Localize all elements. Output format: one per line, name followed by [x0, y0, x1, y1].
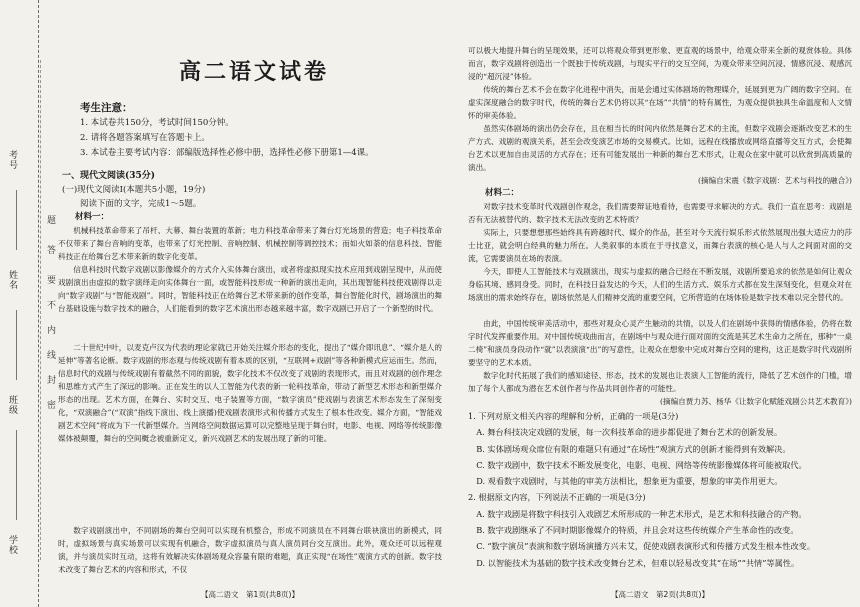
section-subheading: (一)现代文阅读Ⅰ(本题共5小题，19分): [62, 185, 206, 195]
question-option: D. 观看数字戏剧时，与其他的审美方法相比，想象更为重要，想象的审美作用更大。: [476, 476, 783, 487]
binding-label-name: 姓名: [7, 270, 17, 290]
seal-char: 要: [45, 275, 55, 284]
notice-item: 1. 本试卷共150分，考试时间150分钟。: [80, 118, 234, 128]
paragraph: 信息科技时代数字戏剧以影像媒介的方式介入实体舞台演出，或者将虚拟现实技术应用到戏剧呈现中，从而使戏剧演出由虚拟的数字演绎走向实体舞台一面，或智能科技形成一种新的演出走向，其出现智能科技使戏剧得以走向“数字戏剧”与“智能戏剧”。同时，智能科技正在给舞台艺术带来新的创作变革，舞台智能化时代，剧场演出的舞台基础设施与数字技术的融合，人们能看到的数字艺术演出形态越来越丰富，数字戏剧已开启了一个新型的时代。: [58, 265, 442, 314]
binding-label-exam-number: 考号: [7, 150, 17, 170]
source-citation: (摘编自宋震《数字戏剧：艺术与科技的融合》): [698, 176, 852, 185]
paragraph: 对数字技术变革时代戏剧创作观念，我们需要辩证地看待，也需要寻求解决的方式。我们一直在思考：戏剧是否有无法被替代的、数字技术无法改变的艺术特质？: [468, 202, 852, 225]
seal-char: 不: [45, 300, 55, 309]
paragraph: 虽然实体剧场的演出仍会存在，且在相当长的时间内依然是舞台艺术的主流，但数字戏剧会逐渐改变艺术的生产方式、戏剧的观演关系，甚至会改变演艺市场的交易模式。比如，远程在线播放或网络直播等交互方式，会使舞台艺术以更加自由灵活的方式存在；还有可能发展出一种新的舞台艺术形式，让观众在家中就可以欣赏到高质量的演出。: [468, 124, 852, 173]
seal-char: 题: [45, 215, 55, 224]
material-one-continued: [468, 44, 852, 571]
binding-line: [16, 310, 17, 380]
question-option: A. 数字戏剧是将数字科技引入戏剧艺术所形成的一种艺术形式，是艺术和科技融合的产物。: [476, 508, 807, 519]
material-one: [58, 211, 442, 577]
notice-list: [80, 116, 440, 161]
question-stem: 1. 下列对原文相关内容的理解和分析，正确的一项是(3分): [468, 411, 679, 421]
page-footer: 【高二语文 第1页(共8页)】: [201, 590, 299, 599]
question-option: C. 数字戏剧中，数字技术不断发展变化，电影、电视、网络等传统影像媒体将可能被取代。: [476, 459, 807, 470]
question-option: C. “数字演员”表演和数字剧场演播方兴未艾，促使戏剧表演形式和传播方式发生根本性改变。: [476, 541, 816, 552]
source-citation: (摘编自贾力苏、杨华《让数字化赋能戏剧公共艺术教育》): [660, 397, 852, 406]
binding-label-class: 班级: [7, 395, 17, 415]
seal-char: 内: [45, 325, 55, 334]
binding-line: [16, 190, 17, 250]
paragraph: 今天，即使人工智能技术与戏剧演出，现实与虚拟的融合已经在不断发展，戏剧所要追求的依然是如何让观众身临其境、感同身受。同时，在科技日益发达的今天，人们的生活方式、娱乐方式都在发生深刻变化，但观众对在场演出的需求始终存在，剧场依然是人们精神交流的重要空间，它所营造的在场体验是数字技术难以完全替代的。: [468, 267, 852, 303]
paragraph: 机械科技革命带来了吊杆、大幕、舞台装置的革新；电力科技革命带来了舞台灯光场景的营造；电子科技革命不仅带来了舞台音响的变革，也带来了灯光控制、音响控制、机械控制等调控技术；而如火如荼的信息科技、智能科技正在给舞台艺术带来新的数字化变革。: [58, 226, 442, 262]
seal-char: 答: [45, 245, 55, 254]
paragraph: 实际上，只要想想那些始终具有跨越时代、媒介的作品，甚至对今天流行娱乐形式依然展现出强大适应力的莎士比亚，就会明白经典的魅力所在。人类叙事的本质在于寻找意义，而舞台表演的核心是人与人之间面对面的交流，它需要演员在场的表演。: [468, 228, 852, 264]
seal-char: 线: [45, 350, 55, 359]
binding-label-school: 学校: [7, 535, 17, 555]
question-option: B. 数字戏剧继承了不同时期影像媒介的特质，并且会对这些传统媒介产生革命性的改变。: [476, 525, 799, 536]
question-option: B. 实体剧场观众席位有限的难题只有通过“在场性”观演方式的创新才能得到有效解决。: [476, 443, 791, 454]
seal-char: 封: [45, 375, 55, 384]
paragraph: 数字戏剧演出中，不同剧场的舞台空间可以实现有机整合，形成不同演员在不同舞台联袂演出的新模式，同时，虚拟场景与真实场景可以实现有机融合，数字虚拟演员与真人演员同台交互演出。此外，观众还可以远程观演，并与演员实时互动，这将有效解决实体剧场观众容量有限的难题，真正实现“在场性”观演方式的创新。数字技术改变了舞台艺术的内容和形式，不仅: [58, 526, 442, 575]
paragraph: 可以极大地提升舞台的呈现效果，还可以将观众带到更形象、更直观的场景中，给观众带来全新的观赏体验。具体而言，数字戏剧将创造出一个既独于传统戏剧，与现实平行的交互空间，为观众带来空间沉浸、情感沉浸、观感沉浸的“超沉浸”体验。: [468, 46, 852, 82]
notice-heading: 考生注意：: [80, 102, 133, 114]
question-stem: 2. 根据原文内容，下列说法不正确的一项是(3分): [468, 492, 646, 503]
section-heading: 一、现代文阅读(35分): [62, 171, 156, 181]
question-option: D. 以智能技术为基础的数字技术改变舞台艺术，但难以轻易改变其“在场”“共情”等属性。: [476, 557, 800, 568]
left-column: [58, 0, 450, 607]
seal-char: 密: [45, 400, 55, 409]
page-footer: 【高二语文 第2页(共8页)】: [611, 590, 709, 599]
notice-item: 3. 本试卷主要考试内容：部编版选择性必修中册，选择性必修下册第1—4课。: [80, 148, 374, 158]
paragraph: 传统的舞台艺术不会在数字化进程中消失，而是会通过实体剧场的物理媒介，延展到更为广阔的数字空间。在虚实深度融合的数字时代，传统的舞台艺术仍将以其“在场”“共情”的特有属性，为观众提供独具生命温度和人文情怀的审美体验。: [468, 85, 852, 121]
reading-instruction: 阅读下面的文字，完成1～5题。: [80, 199, 202, 209]
binding-line: [16, 430, 17, 520]
paragraph: 数字化时代拓展了我们的感知途径、形态，技术的发展也让表演人工智能的流行，降低了艺术创作的门槛，增加了每个人都成为潜在艺术创作者与作品共同创作者的可能性。: [468, 371, 852, 394]
paragraph: 二十世纪中叶，以麦克卢汉为代表的理论家就已开始关注媒介形态的变化，提出了“媒介即讯息”、“媒介是人的延伸”等著名论断。数字戏剧的形态观与传统戏剧有着本质的区别，“互联网+戏剧”等各种新模式应运而生。然而，信息时代的戏剧与传统戏剧有着截然不同的面貌，数字化技术不仅改变了戏剧的表现形式，而且对戏剧的创作理念和思维方式产生了深远的影响。正在发生的以人工智能为代表的新一轮科技革命，带动了新型艺术形态和新型媒介形态的出现。艺术方面，在舞台、实时交互、电子装置等方面，“数字演员”使戏剧与表演艺术形态发生了深刻变化，“双演融合”(“双演”指线下演出、线上演播)使戏剧表演形式和传播方式发生了根本性改变。媒介方面，“智能戏剧艺术空间”将成为下一代新型媒介。当网络空间数据运算可以完整地呈现于舞台时，电影、电视、网络等传统影像媒体被颠覆，舞台的空间概念被重新定义，新兴戏剧艺术的发展出现了新的可能。: [58, 343, 442, 444]
paragraph: 由此，中国传统审美活动中，那些对观众心灵产生触动的共情，以及人们在剧场中获得的情感体验，仍将在数字时代发挥重要作用。对中国传统戏曲而言，在剧场中与观众进行面对面的交流是其艺术生命力之所在，那种“一桌二椅”和演员身段动作“就”以表演演“出”的写意性，让观众在想象中完成对舞台空间的建构，这正是数字时代戏剧所要坚守的艺术本质。: [468, 319, 852, 368]
notice-item: 2. 请将各题答案填写在答题卡上。: [80, 133, 210, 143]
binding-margin: [0, 0, 39, 607]
page-title: 高二语文试卷: [178, 60, 329, 85]
material-label: 材料一：: [75, 212, 110, 222]
material-label: 材料二：: [485, 188, 520, 198]
right-column: [468, 0, 852, 607]
question-option: A. 舞台科技决定戏剧的发展，每一次科技革命的进步都促进了舞台艺术的创新发展。: [476, 427, 783, 438]
seal-line: [40, 60, 41, 560]
